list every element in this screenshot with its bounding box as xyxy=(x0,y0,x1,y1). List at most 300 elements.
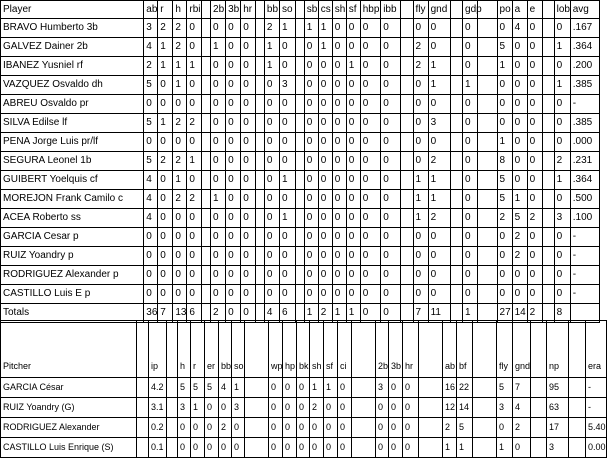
stat-cell: 0 xyxy=(269,438,283,458)
stat-cell: 0 xyxy=(144,133,158,152)
column-header xyxy=(542,1,554,19)
column-header: so xyxy=(232,321,245,378)
stat-cell xyxy=(542,114,554,133)
stat-cell: 0 xyxy=(381,152,400,171)
stat-cell: 5 xyxy=(497,171,512,190)
stat-cell: 0 xyxy=(497,418,513,438)
stat-cell: 0 xyxy=(346,114,360,133)
stat-cell: 2 xyxy=(512,247,527,266)
stat-cell: 3 xyxy=(547,438,569,458)
stat-cell: 0 xyxy=(346,247,360,266)
stat-cell xyxy=(531,418,547,438)
stat-cell: 1 xyxy=(346,57,360,76)
stat-cell: 0 xyxy=(226,76,241,95)
stat-cell: 0 xyxy=(512,76,527,95)
stat-cell: 1 xyxy=(304,19,318,38)
player-name-cell: CASTILLO Luis Enrique (S) xyxy=(1,438,137,458)
stat-cell: 0 xyxy=(310,438,324,458)
player-name-cell: PENA Jorge Luis pr/lf xyxy=(1,133,144,152)
stat-cell: 7 xyxy=(158,304,173,323)
stat-cell xyxy=(478,266,497,285)
stat-cell: 0 xyxy=(413,114,428,133)
stat-cell: 2 xyxy=(443,418,457,438)
stat-cell: 3 xyxy=(376,378,389,398)
stat-cell: 0 xyxy=(381,228,400,247)
stat-cell: 1 xyxy=(497,133,512,152)
stat-cell: 3 xyxy=(178,398,191,418)
column-header xyxy=(473,321,497,378)
stat-cell xyxy=(202,285,211,304)
stat-cell: 0 xyxy=(264,285,279,304)
stat-cell: 0 xyxy=(187,247,202,266)
stat-cell: 0 xyxy=(360,190,380,209)
stat-cell: 1 xyxy=(318,38,332,57)
stat-cell: 0 xyxy=(360,114,380,133)
stat-cell: 0 xyxy=(527,133,542,152)
column-header xyxy=(137,321,149,378)
stat-cell xyxy=(419,398,443,418)
stat-cell xyxy=(296,171,305,190)
stat-cell xyxy=(400,247,413,266)
stat-cell: 0 xyxy=(279,38,295,57)
stat-cell: 0 xyxy=(463,114,478,133)
stat-cell: 2 xyxy=(527,209,542,228)
stat-cell xyxy=(478,152,497,171)
stat-cell: 0 xyxy=(178,438,191,458)
stat-cell xyxy=(542,19,554,38)
stat-cell: 0 xyxy=(304,228,318,247)
column-header: sf xyxy=(346,1,360,19)
stat-cell xyxy=(202,114,211,133)
stat-cell: 0 xyxy=(346,228,360,247)
stat-cell: 63 xyxy=(547,398,569,418)
stat-cell xyxy=(137,398,149,418)
column-header: sh xyxy=(310,321,324,378)
stat-cell: 0 xyxy=(463,228,478,247)
column-header: ci xyxy=(338,321,352,378)
stat-cell: 4 xyxy=(144,190,158,209)
stat-cell xyxy=(167,438,178,458)
stat-cell xyxy=(542,247,554,266)
stat-cell: 0 xyxy=(332,57,346,76)
stat-cell: 0 xyxy=(205,418,219,438)
stat-cell: 0 xyxy=(158,171,173,190)
stat-cell: 1 xyxy=(187,152,202,171)
stat-cell xyxy=(167,398,178,418)
stat-cell: 5.40 xyxy=(586,418,607,438)
stat-cell: 1 xyxy=(158,114,173,133)
stat-cell xyxy=(451,190,463,209)
stat-cell: 0 xyxy=(360,266,380,285)
column-header: fly xyxy=(497,321,513,378)
stat-cell xyxy=(473,378,497,398)
stat-cell: 0 xyxy=(463,209,478,228)
stat-cell: 11 xyxy=(428,304,451,323)
stat-cell xyxy=(400,19,413,38)
stat-cell xyxy=(296,57,305,76)
stat-cell: 0 xyxy=(527,19,542,38)
stat-cell: 0 xyxy=(381,38,400,57)
stat-cell: 3 xyxy=(144,19,158,38)
stat-cell: 0 xyxy=(389,438,403,458)
stat-cell xyxy=(245,438,269,458)
stat-cell xyxy=(478,19,497,38)
stat-cell: 0 xyxy=(338,398,352,418)
stat-cell: 0 xyxy=(346,133,360,152)
player-name-cell: RUIZ Yoandry p xyxy=(1,247,144,266)
stat-cell: 1 xyxy=(428,57,451,76)
stat-cell: 0 xyxy=(497,114,512,133)
stat-cell: 2 xyxy=(173,19,187,38)
player-name-cell: GUIBERT Yoelquis cf xyxy=(1,171,144,190)
stat-cell: 16 xyxy=(443,378,457,398)
stat-cell xyxy=(473,418,497,438)
stat-cell xyxy=(256,209,265,228)
stat-cell: 1 xyxy=(332,304,346,323)
stat-cell: 0 xyxy=(226,57,241,76)
stat-cell: - xyxy=(570,228,599,247)
batting-header-row xyxy=(1,1,600,19)
stat-cell: 0 xyxy=(389,378,403,398)
stat-cell xyxy=(202,190,211,209)
stat-cell: 0 xyxy=(428,95,451,114)
stat-cell: 0 xyxy=(264,171,279,190)
stat-cell xyxy=(400,209,413,228)
pitching-row xyxy=(1,398,607,418)
stat-cell xyxy=(202,19,211,38)
stat-cell: 0 xyxy=(304,285,318,304)
stat-cell: 5 xyxy=(191,378,205,398)
stat-cell: 0 xyxy=(512,285,527,304)
stat-cell: 0 xyxy=(241,247,256,266)
stat-cell: 0 xyxy=(144,228,158,247)
stat-cell: 0 xyxy=(297,378,310,398)
stat-cell: 0 xyxy=(187,171,202,190)
stat-cell: 0 xyxy=(241,95,256,114)
batting-row xyxy=(1,247,600,266)
stat-cell: 5 xyxy=(144,152,158,171)
stat-cell: 0 xyxy=(144,266,158,285)
stat-cell: 0 xyxy=(318,57,332,76)
player-name-cell: ABREU Osvaldo pr xyxy=(1,95,144,114)
stat-cell: 0 xyxy=(332,285,346,304)
stat-cell xyxy=(352,438,376,458)
stat-cell: 22 xyxy=(457,378,473,398)
stat-cell: 0 xyxy=(413,228,428,247)
column-header: r xyxy=(158,1,173,19)
stat-cell: 0 xyxy=(389,418,403,438)
stat-cell: 0 xyxy=(173,209,187,228)
stat-cell: 36 xyxy=(144,304,158,323)
stat-cell: 0.00 xyxy=(586,438,607,458)
stat-cell: 0 xyxy=(173,95,187,114)
stat-cell xyxy=(256,190,265,209)
stat-cell: 0 xyxy=(346,266,360,285)
stat-cell xyxy=(531,378,547,398)
stat-cell xyxy=(137,418,149,438)
stat-cell: 1 xyxy=(512,190,527,209)
column-header: lob xyxy=(554,1,570,19)
stat-cell: 1 xyxy=(173,171,187,190)
stat-cell: .167 xyxy=(570,19,599,38)
stat-cell: 0 xyxy=(158,209,173,228)
stat-cell: 0 xyxy=(264,76,279,95)
stat-cell: 0 xyxy=(332,95,346,114)
stat-cell: 7 xyxy=(513,378,531,398)
stat-cell: 4.2 xyxy=(149,378,167,398)
stat-cell xyxy=(296,95,305,114)
stat-cell xyxy=(352,378,376,398)
stat-cell: 0 xyxy=(241,133,256,152)
stat-cell: 0 xyxy=(512,57,527,76)
stat-cell: 0 xyxy=(346,76,360,95)
stat-cell: 0 xyxy=(463,95,478,114)
column-header: gdp xyxy=(463,1,478,19)
stat-cell: 2 xyxy=(428,209,451,228)
stat-cell xyxy=(542,95,554,114)
stat-cell: 2 xyxy=(527,304,542,323)
stat-cell: 17 xyxy=(547,418,569,438)
stat-cell: 0 xyxy=(226,209,241,228)
stat-cell: 0 xyxy=(226,190,241,209)
stat-cell: 0 xyxy=(187,95,202,114)
stat-cell xyxy=(419,438,443,458)
stat-cell: .500 xyxy=(570,190,599,209)
stat-cell: 1 xyxy=(463,304,478,323)
stat-cell: 0 xyxy=(158,190,173,209)
player-name-cell: RODRIGUEZ Alexander p xyxy=(1,266,144,285)
column-header: avg xyxy=(570,1,599,19)
stat-cell: 0 xyxy=(381,171,400,190)
stat-cell xyxy=(400,114,413,133)
batting-row xyxy=(1,171,600,190)
stat-cell: 0 xyxy=(463,171,478,190)
column-header: 3b xyxy=(389,321,403,378)
stat-cell: 0 xyxy=(205,438,219,458)
stat-cell xyxy=(167,418,178,438)
stat-cell xyxy=(542,171,554,190)
stat-cell xyxy=(542,57,554,76)
batting-row xyxy=(1,19,600,38)
stat-cell: 1 xyxy=(346,304,360,323)
stat-cell: 0.2 xyxy=(149,418,167,438)
stat-cell: 0 xyxy=(318,266,332,285)
stat-cell: 0 xyxy=(527,247,542,266)
stat-cell: 0 xyxy=(512,266,527,285)
column-header: h xyxy=(178,321,191,378)
column-header: hbp xyxy=(360,1,380,19)
stat-cell: 0 xyxy=(226,114,241,133)
stat-cell: 0 xyxy=(332,228,346,247)
stat-cell: 8 xyxy=(497,152,512,171)
stat-cell: .364 xyxy=(570,38,599,57)
stat-cell: 0 xyxy=(158,247,173,266)
stat-cell xyxy=(167,378,178,398)
pitching-header-row xyxy=(1,321,607,378)
stat-cell xyxy=(202,266,211,285)
stat-cell: 14 xyxy=(457,398,473,418)
stat-cell: 0 xyxy=(554,19,570,38)
stat-cell xyxy=(400,228,413,247)
stat-cell: 0 xyxy=(318,190,332,209)
stat-cell: 0 xyxy=(381,114,400,133)
stat-cell: 1 xyxy=(187,57,202,76)
stat-cell: 0 xyxy=(187,266,202,285)
stat-cell xyxy=(352,398,376,418)
column-header: ab xyxy=(443,321,457,378)
stat-cell: 4 xyxy=(513,398,531,418)
stat-cell: 0 xyxy=(554,95,570,114)
stat-cell: 0 xyxy=(173,285,187,304)
stat-cell: 0 xyxy=(346,171,360,190)
stat-cell: 2 xyxy=(173,114,187,133)
stat-cell: 1 xyxy=(158,38,173,57)
batting-row xyxy=(1,209,600,228)
stat-cell: 0 xyxy=(264,209,279,228)
stat-cell xyxy=(296,19,305,38)
stat-cell: 0 xyxy=(173,228,187,247)
stat-cell: 3 xyxy=(232,398,245,418)
stat-cell: 4 xyxy=(219,378,232,398)
stat-cell: 0 xyxy=(187,285,202,304)
stat-cell: 2 xyxy=(173,190,187,209)
player-name-cell: VAZQUEZ Osvaldo dh xyxy=(1,76,144,95)
stat-cell xyxy=(296,114,305,133)
stat-cell xyxy=(451,76,463,95)
stat-cell xyxy=(542,190,554,209)
stat-cell xyxy=(451,209,463,228)
stat-cell: 0 xyxy=(512,38,527,57)
stat-cell xyxy=(256,38,265,57)
stat-cell xyxy=(451,19,463,38)
column-header: hr xyxy=(403,321,419,378)
stat-cell: 0 xyxy=(187,76,202,95)
stat-cell xyxy=(400,266,413,285)
stat-cell: 0 xyxy=(338,378,352,398)
stat-cell: 4 xyxy=(264,304,279,323)
stat-cell: 3.1 xyxy=(149,398,167,418)
stat-cell: 0 xyxy=(381,95,400,114)
stat-cell: 0 xyxy=(463,57,478,76)
stat-cell: - xyxy=(586,398,607,418)
stat-cell: 0 xyxy=(144,247,158,266)
stat-cell: 0 xyxy=(279,57,295,76)
stat-cell xyxy=(451,114,463,133)
stat-cell: 2 xyxy=(413,57,428,76)
stat-cell: - xyxy=(570,266,599,285)
stat-cell: 0 xyxy=(232,418,245,438)
player-name-cell: SEGURA Leonel 1b xyxy=(1,152,144,171)
stat-cell: 2 xyxy=(187,114,202,133)
stat-cell: 0 xyxy=(158,76,173,95)
column-header: so xyxy=(279,1,295,19)
stat-cell: 0 xyxy=(264,133,279,152)
stat-cell: 0 xyxy=(332,247,346,266)
stat-cell: 0 xyxy=(413,95,428,114)
stat-cell: 0 xyxy=(413,19,428,38)
stat-cell: 0 xyxy=(527,266,542,285)
column-header xyxy=(569,321,586,378)
stat-cell: 2 xyxy=(158,152,173,171)
stat-cell: 0 xyxy=(279,266,295,285)
stat-cell xyxy=(400,95,413,114)
stat-cell: 0 xyxy=(497,266,512,285)
stat-cell: 0 xyxy=(381,266,400,285)
stat-cell: 0 xyxy=(338,418,352,438)
stat-cell: 0 xyxy=(187,19,202,38)
stat-cell: 5 xyxy=(497,38,512,57)
column-header xyxy=(245,321,269,378)
stat-cell: 2 xyxy=(211,304,226,323)
stat-cell: 0 xyxy=(381,304,400,323)
stat-cell: 0 xyxy=(173,247,187,266)
stat-cell: 6 xyxy=(187,304,202,323)
stat-cell: 1 xyxy=(191,398,205,418)
pitching-header-name: Pitcher xyxy=(1,321,137,378)
stat-cell: 0 xyxy=(304,57,318,76)
stat-cell: 2 xyxy=(144,57,158,76)
stat-cell: 0 xyxy=(376,398,389,418)
column-header xyxy=(451,1,463,19)
stat-cell: 2 xyxy=(310,398,324,418)
stat-cell: 1 xyxy=(304,304,318,323)
stat-cell: 0 xyxy=(346,190,360,209)
player-name-cell: GARCIA César xyxy=(1,378,137,398)
stat-cell xyxy=(478,95,497,114)
stat-cell: 2 xyxy=(264,19,279,38)
stat-cell: 0 xyxy=(318,114,332,133)
stat-cell xyxy=(256,266,265,285)
stat-cell xyxy=(569,418,586,438)
stat-cell: - xyxy=(570,285,599,304)
stat-cell: 0 xyxy=(279,285,295,304)
stat-cell xyxy=(137,378,149,398)
stat-cell: 2 xyxy=(512,228,527,247)
stat-cell xyxy=(245,378,269,398)
stat-cell: 0 xyxy=(241,285,256,304)
stat-cell: 0 xyxy=(413,266,428,285)
stat-cell xyxy=(256,133,265,152)
stat-cell: 1 xyxy=(428,171,451,190)
stat-cell: 0 xyxy=(428,228,451,247)
stat-cell: 0.1 xyxy=(149,438,167,458)
stat-cell: 0 xyxy=(264,247,279,266)
stat-cell: 0 xyxy=(279,190,295,209)
stat-cell xyxy=(542,38,554,57)
stat-cell: 0 xyxy=(318,247,332,266)
stat-cell: 2 xyxy=(173,152,187,171)
stat-cell: 0 xyxy=(403,418,419,438)
stat-cell xyxy=(296,209,305,228)
stat-cell: 1 xyxy=(211,190,226,209)
stat-cell: 0 xyxy=(264,114,279,133)
stat-cell: 0 xyxy=(211,19,226,38)
stat-cell xyxy=(478,247,497,266)
stat-cell xyxy=(451,171,463,190)
stat-cell xyxy=(478,228,497,247)
stat-cell: 2 xyxy=(513,418,531,438)
stat-cell: 0 xyxy=(297,418,310,438)
stat-cell: 0 xyxy=(283,398,297,418)
player-name-cell: ACEA Roberto ss xyxy=(1,209,144,228)
stat-cell: 0 xyxy=(158,133,173,152)
stat-cell: 1 xyxy=(232,378,245,398)
stat-cell: 0 xyxy=(463,285,478,304)
stat-cell xyxy=(256,285,265,304)
stat-cell: 0 xyxy=(360,247,380,266)
stat-cell: 0 xyxy=(173,266,187,285)
stat-cell xyxy=(569,378,586,398)
